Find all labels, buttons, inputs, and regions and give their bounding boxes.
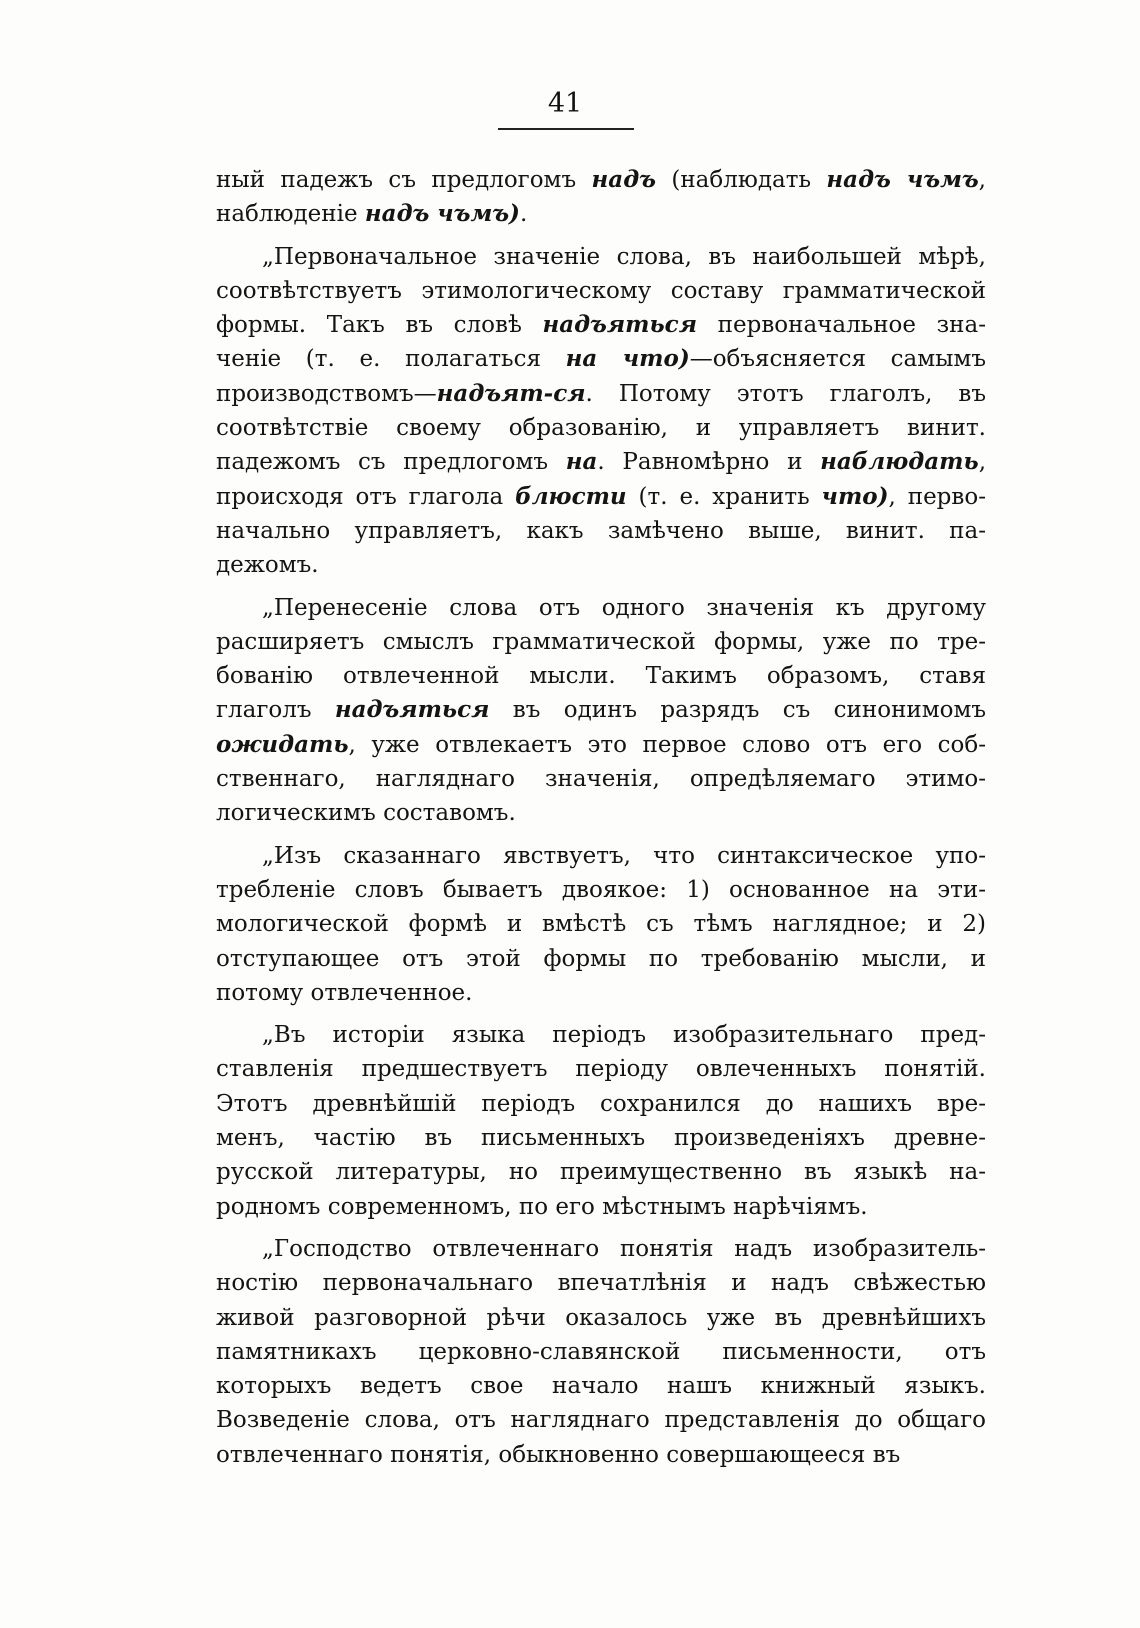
text-line: формы. Такъ въ словѣ надъяться первоначальное зна- [216,311,986,339]
text-line: соотвѣтствуетъ этимологическому составу грамматической [216,277,986,304]
text-line: дежомъ. [216,552,319,579]
text-line: „Перенесеніе слова отъ одного значенія къ другому [262,594,986,621]
text-line: ственнаго, нагляднаго значенія, опредѣляемаго этимо- [216,766,986,793]
text-line: потому отвлеченное. [216,979,473,1006]
text-line: „Господство отвлеченнаго понятія надъ изобразитель- [262,1235,986,1262]
paragraph-gap [216,831,986,839]
text-line: ностію первоначальнаго впечатлѣнія и надъ свѣжестью [216,1270,986,1297]
text-line: родномъ современномъ, по его мѣстнымъ нарѣчіямъ. [216,1193,868,1220]
text-line: бованію отвлеченной мысли. Такимъ образомъ, ставя [216,663,986,690]
paragraph [216,1018,986,1224]
italic-emphasis: надъ чъмъ) [364,200,520,228]
text-line: живой разговорной рѣчи оказалось уже въ древнѣйшихъ [216,1304,986,1331]
paragraph-gap [216,232,986,240]
text-line: соотвѣтствіе своему образованію, и управляетъ винит. [216,415,986,442]
text-line: ожидать, уже отвлекаетъ это первое слово отъ его соб- [216,730,986,758]
text-line: падежомъ съ предлогомъ на. Равномѣрно и наблюдать, [216,448,987,476]
italic-emphasis: на что) [565,345,690,373]
paragraph [216,591,986,831]
paragraph [216,163,986,232]
text-line: происходя отъ глагола блюсти (т. е. хранить что), перво- [216,482,986,510]
body-text [216,163,986,1472]
italic-emphasis: наблюдать [820,448,979,476]
italic-emphasis: ожидать [216,730,349,758]
text-line: расширяетъ смыслъ грамматической формы, уже по тре- [216,628,986,655]
paragraph [216,240,986,583]
text-line: ставленія предшествуетъ періоду овлеченныхъ понятій. [216,1056,986,1083]
italic-emphasis: блюсти [515,482,627,510]
paragraph [216,1232,986,1472]
paragraph-gap [216,1224,986,1232]
text-line: Этотъ древнѣйшій періодъ сохранился до нашихъ вре- [216,1090,986,1117]
page-number: 41 [547,88,583,119]
text-line: требленіе словъ бываетъ двоякое: 1) основанное на эти- [216,876,986,903]
italic-emphasis: надъ чъмъ [826,166,979,193]
text-line: русской литературы, но преимущественно въ языкѣ на- [216,1159,986,1186]
paragraph-gap [216,583,986,591]
text-line: начально управляетъ, какъ замѣчено выше, винит. па- [216,517,986,544]
text-line: мологической формѣ и вмѣстѣ съ тѣмъ наглядное; и 2) [216,911,986,938]
text-line: памятникахъ церковно-славянской письменности, отъ [216,1338,986,1365]
italic-emphasis: надъят-ся [436,379,586,407]
page-number-rule [498,128,634,130]
italic-emphasis: что) [821,482,889,510]
italic-emphasis: надъ [591,166,656,193]
text-line: глаголъ надъяться въ одинъ разрядъ съ синонимомъ [216,696,986,724]
text-line: отступающее отъ этой формы по требованію мысли, и [216,945,986,972]
text-line: ченіе (т. е. полагаться на что)—объясняется самымъ [216,345,986,373]
italic-emphasis: на [565,448,598,476]
text-line: „Въ исторіи языка періодъ изобразительнаго пред- [262,1022,986,1049]
text-line: наблюденіе надъ чъмъ). [216,200,528,228]
italic-emphasis: надъяться [334,696,490,724]
paragraph [216,839,986,1010]
italic-emphasis: надъяться [542,311,697,339]
text-line: менъ, частію въ письменныхъ произведеніяхъ древне- [216,1125,986,1152]
text-line: производствомъ—надъят-ся. Потому этотъ глаголъ, въ [216,379,986,407]
text-line: которыхъ ведетъ свое начало нашъ книжный языкъ. [216,1373,986,1400]
text-line: „Первоначальное значеніе слова, въ наибольшей мѣрѣ, [262,243,986,270]
paragraph-gap [216,1010,986,1018]
text-line: отвлеченнаго понятія, обыкновенно совершающееся въ [216,1441,901,1468]
text-line: логическимъ составомъ. [216,800,516,827]
text-line: ный падежъ съ предлогомъ надъ (наблюдать надъ чъмъ, [216,166,986,193]
text-line: Возведеніе слова, отъ нагляднаго представленія до общаго [216,1407,986,1434]
text-line: „Изъ сказаннаго явствуетъ, что синтаксическое упо- [262,842,986,869]
